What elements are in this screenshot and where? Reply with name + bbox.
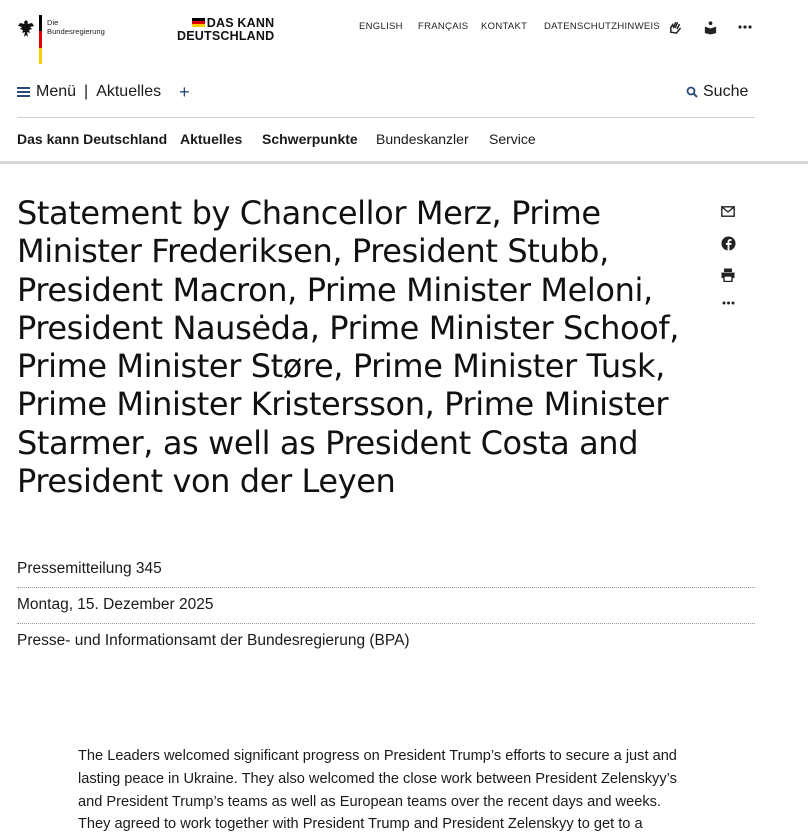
publication-date: Montag, 15. Dezember 2025 — [17, 596, 214, 613]
title-line: Minister Frederiksen, President Stubb, — [17, 232, 609, 271]
more-icon[interactable] — [737, 19, 753, 35]
press-release-number: Pressemitteilung 345 — [17, 560, 162, 577]
nav-service[interactable]: Service — [489, 131, 536, 147]
expand-plus-icon[interactable]: + — [179, 82, 190, 102]
german-flag-icon — [192, 18, 205, 27]
body-line: and President Trump’s teams as well as European teams over the recent days and weeks. — [78, 793, 661, 810]
link-datenschutz[interactable]: DATENSCHUTZHINWEIS — [544, 21, 661, 32]
body-line: lasting peace in Ukraine. They also welcomed the close work between President Zelenskyy’s — [78, 770, 677, 787]
search-label: Suche — [703, 83, 749, 100]
link-kontakt[interactable]: KONTAKT — [481, 21, 528, 32]
link-francais[interactable]: FRANÇAIS — [418, 21, 469, 32]
body-line: They agreed to work together with President Trump and President Zelenskyy to get to a — [78, 816, 643, 833]
nav-divider — [0, 161, 808, 164]
current-section[interactable]: Aktuelles — [96, 83, 162, 100]
menu-row — [17, 83, 190, 101]
search-icon — [686, 86, 698, 98]
share-more-icon[interactable] — [719, 294, 737, 312]
title-line: Starmer, as well as President Costa and — [17, 423, 639, 462]
nav-schwerpunkte[interactable]: Schwerpunkte — [262, 131, 358, 147]
easy-language-icon[interactable] — [702, 19, 718, 35]
title-line: Prime Minister Kristersson, Prime Minister — [17, 385, 669, 424]
campaign-logo-line2: DEUTSCHLAND — [177, 29, 275, 43]
flag-bar — [39, 15, 42, 64]
dotted-divider — [17, 623, 755, 624]
mail-icon[interactable] — [719, 202, 737, 220]
menu-separator: | — [84, 83, 89, 100]
logo-text — [47, 18, 105, 67]
nav-das-kann-deutschland[interactable]: Das kann Deutschland — [17, 131, 168, 147]
menu-label: Menü — [36, 83, 77, 100]
facebook-icon[interactable] — [719, 234, 737, 252]
bundesregierung-logo[interactable] — [17, 15, 105, 67]
title-line: Statement by Chancellor Merz, Prime — [17, 194, 601, 232]
article-body — [78, 745, 698, 836]
article-title — [17, 194, 707, 500]
title-line: President von der Leyen — [17, 462, 396, 501]
search-button[interactable] — [686, 83, 748, 101]
logo-text-line1: Die — [47, 18, 59, 27]
nav-aktuelles[interactable]: Aktuelles — [180, 131, 243, 147]
title-line: Prime Minister Støre, Prime Minister Tusk, — [17, 347, 665, 386]
publisher: Presse- und Informationsamt der Bundesregierung (BPA) — [17, 632, 410, 649]
menu-button[interactable] — [17, 83, 76, 101]
campaign-logo-line1: DAS KANN — [206, 16, 275, 30]
nav-bundeskanzler[interactable]: Bundeskanzler — [376, 131, 469, 147]
title-line: President Nausėda, Prime Minister Schoof, — [17, 308, 679, 347]
print-icon[interactable] — [719, 266, 737, 284]
body-line: The Leaders welcomed significant progress on President Trump’s efforts to secure a just and — [78, 748, 677, 764]
divider — [17, 117, 755, 118]
campaign-logo[interactable] — [177, 17, 274, 43]
logo-text-line2: Bundesregierung — [47, 27, 105, 36]
title-line: President Macron, Prime Minister Meloni, — [17, 270, 653, 309]
dotted-divider — [17, 587, 755, 588]
sign-language-icon[interactable] — [667, 19, 683, 35]
link-english[interactable]: ENGLISH — [359, 21, 403, 32]
hamburger-icon — [17, 85, 30, 99]
eagle-icon — [17, 19, 35, 39]
